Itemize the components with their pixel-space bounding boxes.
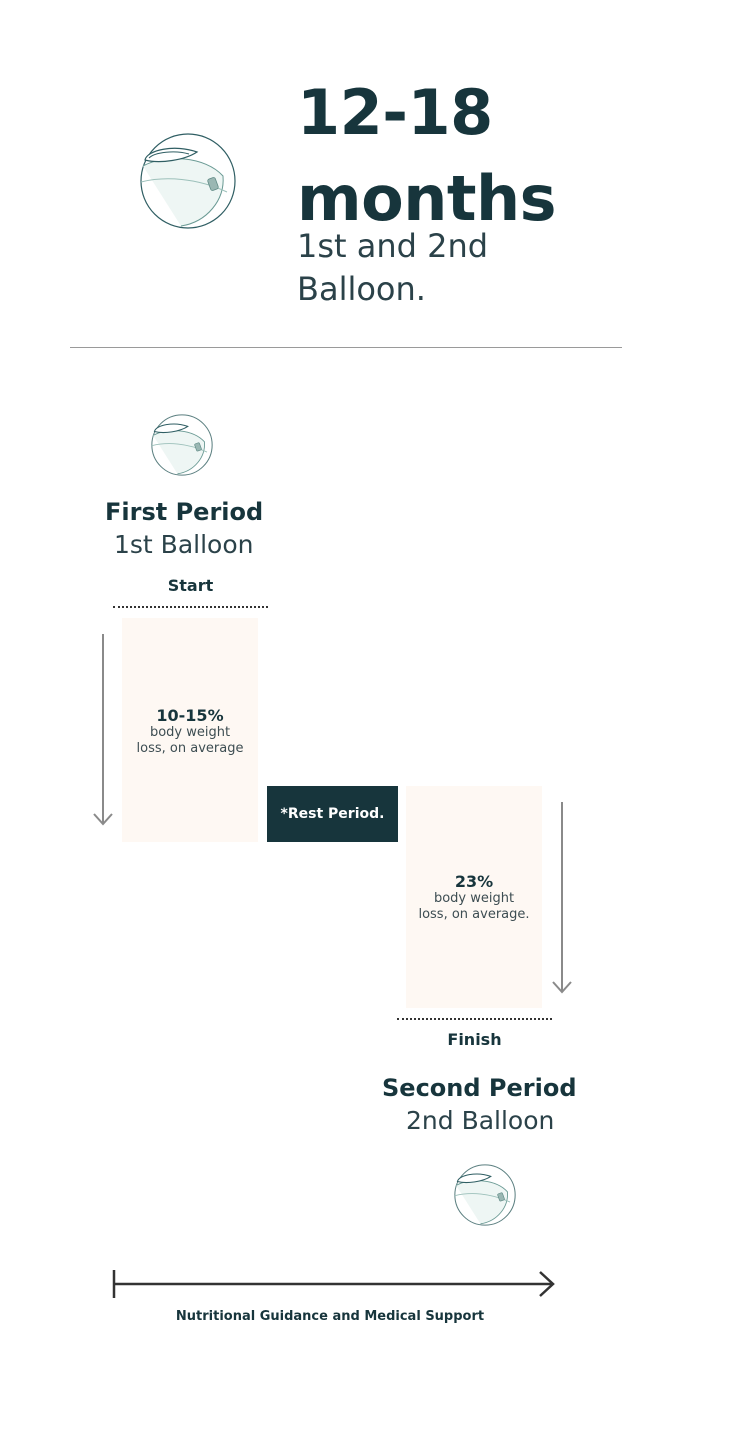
stat-desc-line1: body weight xyxy=(149,725,231,740)
first-period-stat xyxy=(122,706,258,757)
stat-desc-line1: body weight xyxy=(433,891,515,906)
stat-desc-line2: loss, on average. xyxy=(418,907,530,922)
second-period-block xyxy=(406,786,542,1008)
hero-subtitle-line1: 1st and 2nd xyxy=(297,227,489,265)
timeline-label: Nutritional Guidance and Medical Support xyxy=(175,1309,485,1324)
stat-value: 23% xyxy=(454,872,494,891)
hero-title-line2: months xyxy=(297,162,557,235)
timeline-arrow-icon xyxy=(112,1268,558,1300)
section-divider xyxy=(70,347,622,348)
finish-label: Finish xyxy=(447,1030,502,1049)
down-arrow-icon xyxy=(92,634,114,828)
rest-period-badge: *Rest Period. xyxy=(267,786,398,842)
hero-title-line1: 12-18 xyxy=(297,76,493,149)
balloon-icon xyxy=(148,412,216,478)
hero-title xyxy=(297,70,556,242)
balloon-icon xyxy=(135,130,241,232)
down-arrow-icon xyxy=(551,802,573,996)
second-period-title: Second Period xyxy=(382,1074,577,1102)
stat-value: 10-15% xyxy=(156,706,224,725)
first-period-title: First Period xyxy=(105,498,264,526)
balloon-icon xyxy=(451,1162,519,1228)
hero-subtitle-line2: Balloon. xyxy=(297,270,426,308)
first-period-block xyxy=(122,618,258,842)
finish-line xyxy=(397,1018,552,1020)
stat-desc-line2: loss, on average xyxy=(136,741,244,756)
second-period-subtitle: 2nd Balloon xyxy=(406,1106,555,1135)
first-period-subtitle: 1st Balloon xyxy=(114,530,254,559)
start-label: Start xyxy=(167,576,214,595)
second-period-stat xyxy=(406,872,542,923)
start-line xyxy=(113,606,268,608)
hero-subtitle xyxy=(297,225,488,311)
